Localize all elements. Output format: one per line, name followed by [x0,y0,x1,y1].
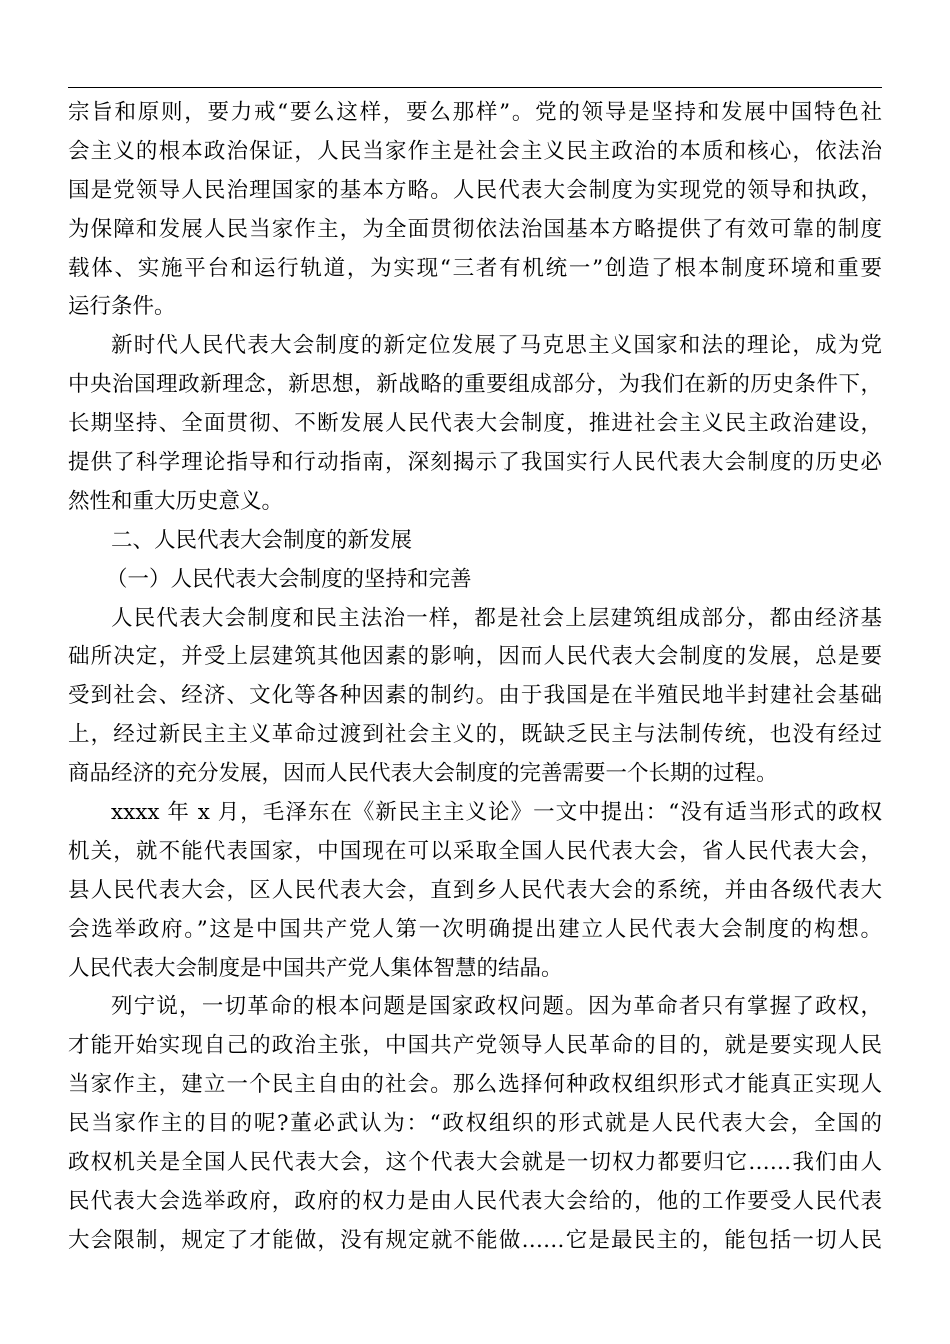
text-line: 二、人民代表大会制度的新发展 [111,527,413,553]
paragraph [68,600,882,794]
section-heading [68,522,882,561]
subsection-heading [68,561,882,600]
text-line: 会选举政府。”这是中国共产党人第一次明确提出建立人民代表大会制度的构想。 [68,916,882,942]
text-line: 才能开始实现自己的政治主张，中国共产党领导人民革命的目的，就是要实现人民 [68,1033,882,1059]
text-line: 大会限制，规定了才能做，没有规定就不能做……它是最民主的，能包括一切人民 [68,1227,882,1253]
text-line: xxxx 年 x 月，毛泽东在《新民主主义论》一文中提出：“没有适当形式的政权 [111,800,882,826]
text-line: 民当家作主的目的呢?董必武认为：“政权组织的形式就是人民代表大会，全国的 [68,1111,882,1137]
text-line: 上，经过新民主主义革命过渡到社会主义的，既缺乏民主与法制传统，也没有经过 [68,722,882,748]
text-line: （一）人民代表大会制度的坚持和完善 [106,566,472,592]
text-line: 载体、实施平台和运行轨道，为实现“三者有机统一”创造了根本制度环境和重要 [68,255,882,281]
text-line: 运行条件。 [68,294,176,320]
text-line: 宗旨和原则，要力戒“要么这样，要么那样”。党的领导是坚持和发展中国特色社 [68,100,882,125]
paragraph [68,327,882,521]
text-line: 提供了科学理论指导和行动指南，深刻揭示了我国实行人民代表大会制度的历史必 [68,450,882,476]
text-line: 机关，就不能代表国家，中国现在可以采取全国人民代表大会，省人民代表大会， [68,838,882,864]
text-line: 民代表大会选举政府，政府的权力是由人民代表大会给的，他的工作要受人民代表 [68,1188,882,1214]
text-line: 人民代表大会制度和民主法治一样，都是社会上层建筑组成部分，都由经济基 [111,605,882,631]
text-line: 人民代表大会制度是中国共产党人集体智慧的结晶。 [68,955,563,981]
document-body [68,94,882,1261]
paragraph [68,794,882,988]
text-line: 新时代人民代表大会制度的新定位发展了马克思主义国家和法的理论，成为党 [111,333,882,359]
text-line: 商品经济的充分发展，因而人民代表大会制度的完善需要一个长期的过程。 [68,761,778,787]
text-line: 为保障和发展人民当家作主，为全面贯彻依法治国基本方略提供了有效可靠的制度 [68,216,882,242]
text-line: 会主义的根本政治保证，人民当家作主是社会主义民主政治的本质和核心，依法治 [68,138,882,164]
text-line: 国是党领导人民治理国家的基本方略。人民代表大会制度为实现党的领导和执政， [68,177,882,203]
text-line: 列宁说，一切革命的根本问题是国家政权问题。因为革命者只有掌握了政权， [111,994,882,1020]
paragraph [68,988,882,1260]
text-line: 然性和重大历史意义。 [68,488,284,514]
text-line: 政权机关是全国人民代表大会，这个代表大会就是一切权力都要归它……我们由人 [68,1150,882,1176]
text-line: 县人民代表大会，区人民代表大会，直到乡人民代表大会的系统，并由各级代表大 [68,877,882,903]
text-line: 受到社会、经济、文化等各种因素的制约。由于我国是在半殖民地半封建社会基础 [68,683,882,709]
paragraph [68,94,882,327]
text-line: 础所决定，并受上层建筑其他因素的影响，因而人民代表大会制度的发展，总是要 [68,644,882,670]
text-line: 中央治国理政新理念，新思想，新战略的重要组成部分，为我们在新的历史条件下， [68,372,882,398]
text-line: 当家作主，建立一个民主自由的社会。那么选择何种政权组织形式才能真正实现人 [68,1072,882,1098]
text-line: 长期坚持、全面贯彻、不断发展人民代表大会制度，推进社会主义民主政治建设， [68,411,882,437]
header-rule [68,87,882,88]
